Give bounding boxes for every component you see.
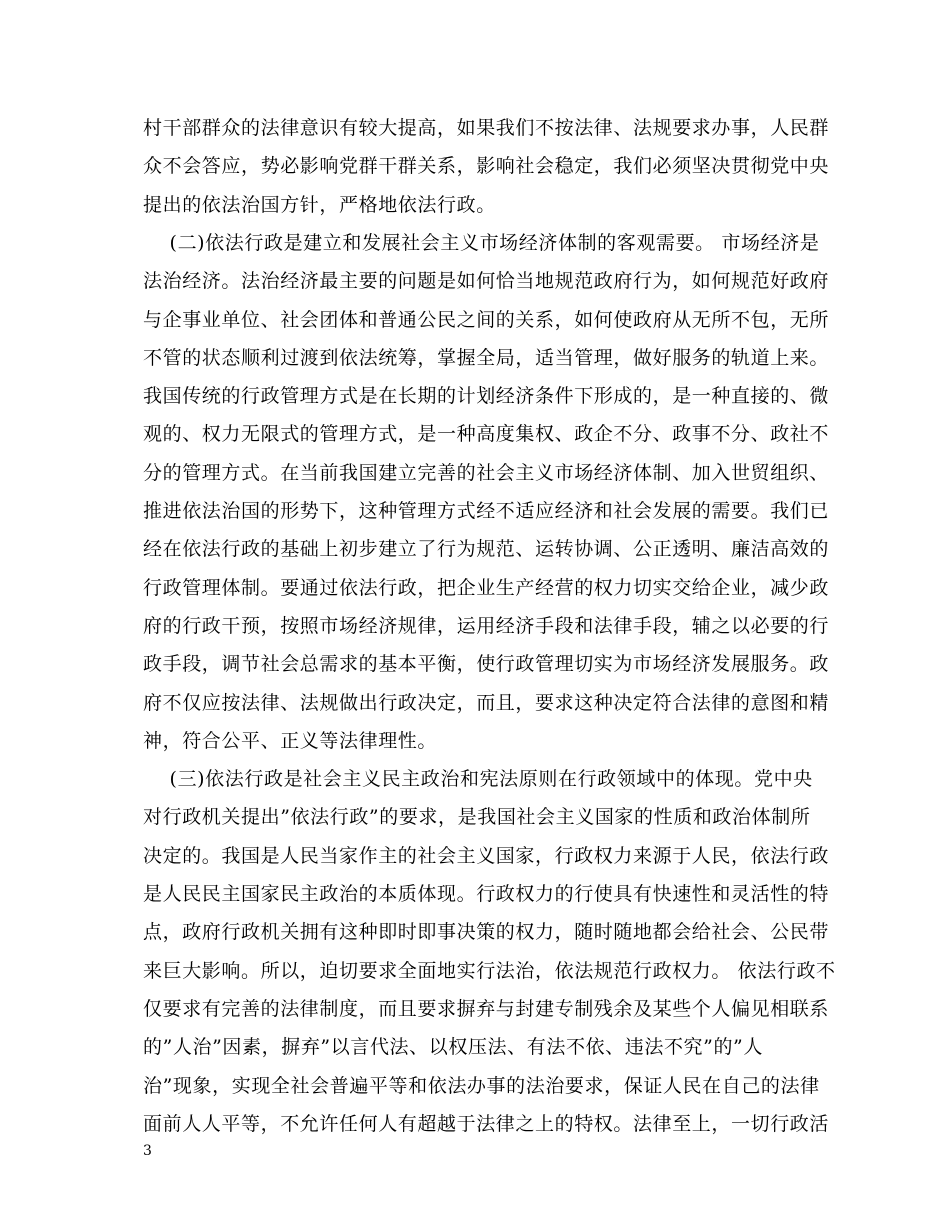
text-line: 神，符合公平、正义等法律理性。 [143, 730, 438, 752]
text-line: 点，政府行政机关拥有这种即时即事决策的权力，随时随地都会给社会、公民带 [143, 921, 830, 943]
text-line: 仅要求有完善的法律制度，而且要求摒弃与封建专制残余及某些个人偏见相联系 [143, 998, 830, 1020]
text-line: 来巨大影响。所以，迫切要求全面地实行法治，依法规范行政权力。 依法行政不 [143, 960, 836, 982]
text-line: 提出的依法治国方针，严格地依法行政。 [143, 194, 496, 216]
text-line: 府的行政干预，按照市场经济规律，运用经济手段和法律手段，辅之以必要的行 [143, 615, 830, 637]
text-line: 与企事业单位、社会团体和普通公民之间的关系，如何使政府从无所不包，无所 [143, 309, 830, 331]
text-line: 不管的状态顺利过渡到依法统筹，掌握全局，适当管理，做好服务的轨道上来。 [143, 347, 830, 369]
text-line: 分的管理方式。在当前我国建立完善的社会主义市场经济体制、加入世贸组织、 [143, 462, 830, 484]
text-line: (二)依法行政是建立和发展社会主义市场经济体制的客观需要。 市场经济是 [143, 232, 820, 254]
text-line: 对行政机关提出”依法行政”的要求，是我国社会主义国家的性质和政治体制所 [143, 806, 811, 828]
text-line: 行政管理体制。要通过依法行政，把企业生产经营的权力切实交给企业，减少政 [143, 577, 830, 599]
text-line: 的”人治”因素，摒弃”以言代法、以权压法、有法不依、违法不究”的”人 [143, 1036, 763, 1058]
text-line: 法治经济。法治经济最主要的问题是如何恰当地规范政府行为，如何规范好政府 [143, 270, 830, 292]
text-line: 村干部群众的法律意识有较大提高，如果我们不按法律、法规要求办事，人民群 [143, 117, 830, 139]
text-line: 决定的。我国是人民当家作主的社会主义国家，行政权力来源于人民，依法行政 [143, 845, 830, 867]
text-line: 推进依法治国的形势下，这种管理方式经不适应经济和社会发展的需要。我们已 [143, 500, 830, 522]
text-line: 观的、权力无限式的管理方式，是一种高度集权、政企不分、政事不分、政社不 [143, 423, 830, 445]
text-line: 治”现象，实现全社会普遍平等和依法办事的法治要求，保证人民在自己的法律 [143, 1075, 820, 1097]
text-line: 政手段，调节社会总需求的基本平衡，使行政管理切实为市场经济发展服务。政 [143, 653, 830, 675]
text-line: 我国传统的行政管理方式是在长期的计划经济条件下形成的，是一种直接的、微 [143, 385, 830, 407]
text-line: 经在依法行政的基础上初步建立了行为规范、运转协调、公正透明、廉洁高效的 [143, 538, 830, 560]
text-line: 府不仅应按法律、法规做出行政决定，而且，要求这种决定符合法律的意图和精 [143, 692, 830, 714]
text-line: 是人民民主国家民主政治的本质体现。行政权力的行使具有快速性和灵活性的特 [143, 883, 830, 905]
text-line: 众不会答应，势必影响党群干群关系，影响社会稳定，我们必须坚决贯彻党中央 [143, 155, 830, 177]
page-number: 3 [143, 1143, 152, 1159]
text-line: 面前人人平等，不允许任何人有超越于法律之上的特权。法律至上，一切行政活 [143, 1113, 830, 1135]
text-line: (三)依法行政是社会主义民主政治和宪法原则在行政领域中的体现。党中央 [143, 768, 813, 790]
